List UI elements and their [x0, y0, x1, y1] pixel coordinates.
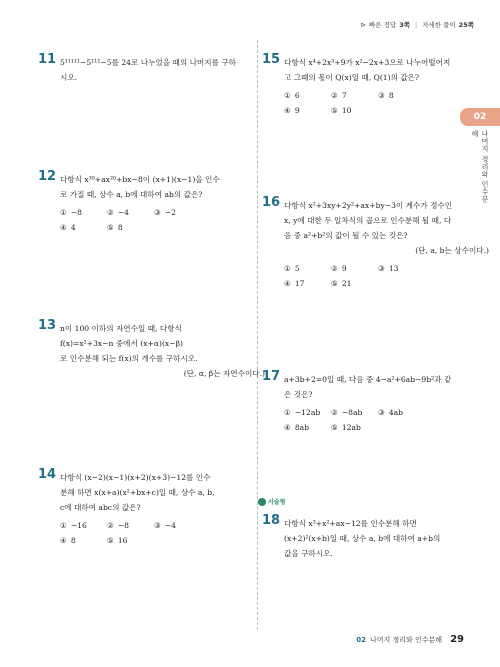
- problem-line: 로 인수분해 되는 f(x)의 개수를 구하시오.: [60, 354, 198, 363]
- problem-text: [284, 372, 489, 402]
- choice-2[interactable]: ② 7: [331, 91, 347, 100]
- problem-condition: (단, a, b는 상수이다.): [415, 246, 489, 255]
- problem-line: 다항식 x³+x²+ax−12를 인수분해 하면: [284, 519, 417, 528]
- answer-choices: [60, 518, 201, 548]
- problem-number: 17: [262, 369, 281, 384]
- choice-3[interactable]: ③ −2: [154, 208, 177, 217]
- problem-line: 시오.: [60, 73, 78, 82]
- problem-line: a+3b+2=0일 때, 다음 중 4−a²+6ab−9b²과 같: [284, 375, 452, 384]
- problem-number: 14: [38, 467, 57, 482]
- problem-line: 5¹¹¹¹¹−5¹¹¹−5를 24로 나누었을 때의 나머지를 구하: [60, 58, 237, 67]
- choice-4[interactable]: ④ 8: [60, 536, 76, 545]
- problem-text: [60, 470, 265, 515]
- problem-line: 로 가질 때, 상수 a, b에 대하여 ab의 값은?: [60, 190, 203, 199]
- choice-1[interactable]: ① −16: [60, 521, 87, 530]
- choice-3[interactable]: ③ 8: [378, 91, 394, 100]
- problem-line: 고 그때의 몫이 Q(x)일 때, Q(1)의 값은?: [284, 73, 420, 82]
- problem-text: [60, 55, 265, 85]
- page-header: [360, 20, 474, 29]
- choice-5[interactable]: ⑤ 16: [107, 536, 128, 545]
- problem-number: 11: [38, 52, 57, 67]
- problem-number: 15: [262, 52, 281, 67]
- answer-choices: [60, 205, 201, 235]
- choice-1[interactable]: ① −12ab: [284, 408, 321, 417]
- page-number: 29: [450, 634, 464, 645]
- header-page-ref: 3쪽: [399, 21, 410, 29]
- choice-1[interactable]: ① −8: [60, 208, 83, 217]
- choice-4[interactable]: ④ 9: [284, 106, 300, 115]
- problem-text: [284, 516, 489, 561]
- problem-line: 은 것은?: [284, 390, 313, 399]
- problem-line: 다항식 x³⁰+ax²⁰+bx−8이 (x+1)(x−1)을 인수: [60, 175, 220, 184]
- problem-number: 18: [262, 513, 281, 528]
- choice-5[interactable]: ⑤ 8: [107, 223, 123, 232]
- answer-choices: [284, 261, 425, 291]
- choice-4[interactable]: ④ 8ab: [284, 423, 310, 432]
- choice-2[interactable]: ② −8ab: [331, 408, 363, 417]
- header-separator: |: [415, 20, 418, 29]
- choice-3[interactable]: ③ 13: [378, 264, 399, 273]
- choice-3[interactable]: ③ 4ab: [378, 408, 404, 417]
- answer-choices: [284, 88, 425, 118]
- choice-4[interactable]: ④ 4: [60, 223, 76, 232]
- problem-text: [60, 172, 265, 202]
- badge-label: 서술형: [268, 499, 286, 506]
- problem-line: 다항식 (x−2)(x−1)(x+2)(x+3)−12를 인수: [60, 473, 211, 482]
- problem-line: 값을 구하시오.: [284, 549, 333, 558]
- choice-3[interactable]: ③ −4: [154, 521, 177, 530]
- header-detail-page: 25쪽: [458, 21, 474, 29]
- problem-line: n이 100 이하의 자연수일 때, 다항식: [60, 324, 182, 333]
- arrow-icon: ⊳: [360, 20, 366, 29]
- choice-5[interactable]: ⑤ 10: [331, 106, 352, 115]
- problem-text: [284, 55, 489, 85]
- problem-line: 음 중 a²+b²의 값이 될 수 있는 것은?: [284, 231, 408, 240]
- choice-1[interactable]: ① 5: [284, 264, 300, 273]
- problem-number: 12: [38, 169, 57, 184]
- footer-chapter: 02: [356, 635, 366, 644]
- choice-2[interactable]: ② −8: [107, 521, 130, 530]
- choice-5[interactable]: ⑤ 12ab: [331, 423, 361, 432]
- problem-line: 다항식 x⁴+2x³+9가 x²−2x+3으로 나누어떨어지: [284, 58, 451, 67]
- problem-line: 다항식 x²+3xy+2y²+ax+by−3이 계수가 정수인: [284, 201, 453, 210]
- problem-text: [284, 198, 489, 258]
- header-detail-label: 자세한 풀이: [422, 21, 456, 29]
- choice-2[interactable]: ② −4: [107, 208, 130, 217]
- chapter-side-tab: [460, 108, 500, 206]
- pencil-icon: [258, 498, 266, 506]
- choice-4[interactable]: ④ 17: [284, 279, 305, 288]
- problem-number: 13: [38, 318, 57, 333]
- choice-1[interactable]: ① 6: [284, 91, 300, 100]
- chapter-number-chip: 02: [460, 108, 500, 126]
- choice-5[interactable]: ⑤ 21: [331, 279, 352, 288]
- problem-line: c에 대하여 abc의 값은?: [60, 503, 141, 512]
- problem-line: (x+2)²(x+b)일 때, 상수 a, b에 대하여 a+b의: [284, 534, 441, 543]
- problem-text: [60, 321, 265, 381]
- chapter-title-vertical: 나머지 정리와 인수분해: [471, 130, 489, 203]
- problem-line: f(x)=x²+3x−n 중에서 (x+α)(x−β): [60, 339, 183, 348]
- footer-title: 나머지 정리와 인수분해: [370, 635, 443, 644]
- problem-condition: (단, α, β는 자연수이다.): [183, 369, 265, 378]
- choice-2[interactable]: ② 9: [331, 264, 347, 273]
- header-prefix: 빠른 정답: [369, 21, 397, 29]
- descriptive-badge: [258, 497, 285, 506]
- answer-choices: [284, 405, 425, 435]
- page-footer: [356, 634, 464, 645]
- problem-line: 분해 하면 x(x+a)(x²+bx+c)일 때, 상수 a, b,: [60, 488, 215, 497]
- problem-number: 16: [262, 195, 281, 210]
- problem-line: x, y에 대한 두 일차식의 곱으로 인수분해 될 때, 다: [284, 216, 452, 225]
